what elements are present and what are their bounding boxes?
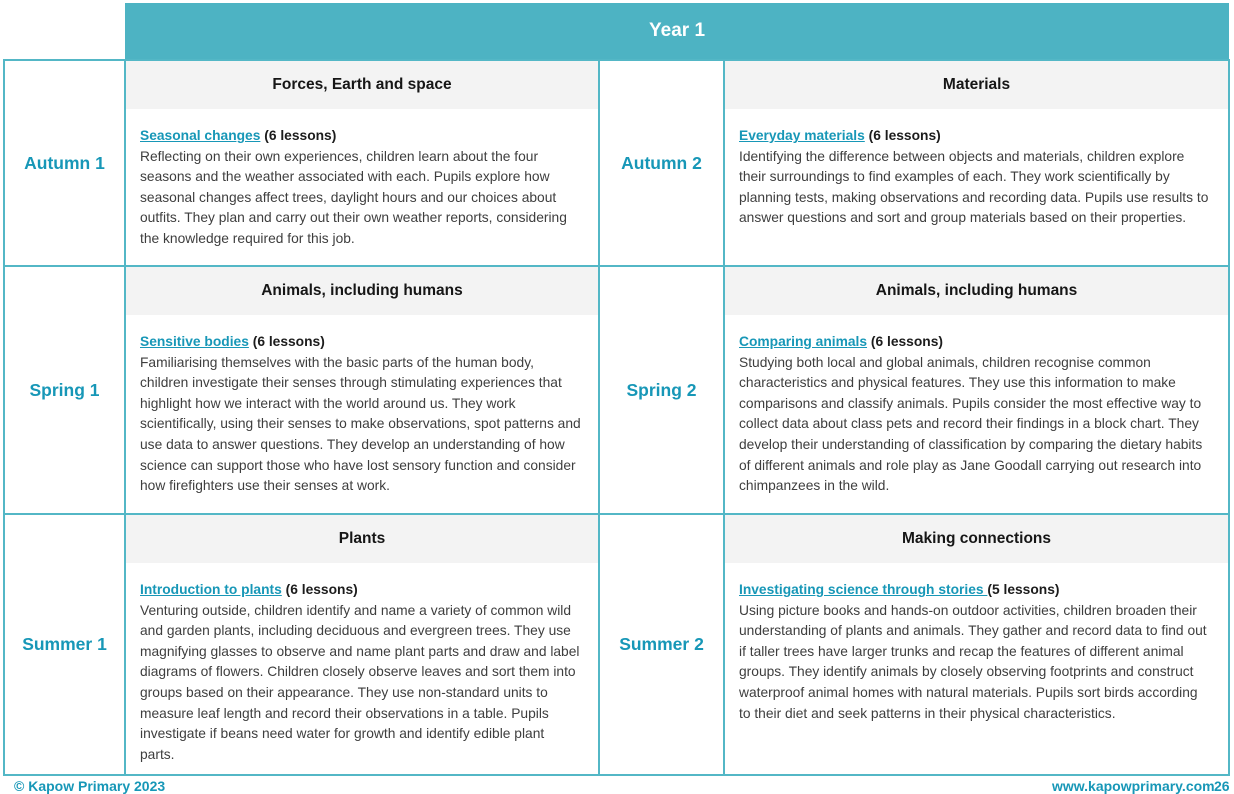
topic-header-making-connections: Making connections [725,515,1228,563]
unit-cell-autumn-2 [724,60,1229,266]
topic-header-animals-including-humans: Animals, including humans [126,267,598,315]
footer-copyright: © Kapow Primary 2023 [14,778,166,794]
corner-cell [4,3,125,60]
unit-cell-autumn-1 [125,60,599,266]
unit-description: Using picture books and hands-on outdoor activities, children broaden their understanding of plants and animals. They gather and record data to find out if taller trees have larger trunks and recap the features of different animal groups. They identify animals by closely observing footprints and construct waterproof animal homes with natural materials. Pupils sort birds according to their diet and seek patterns in their physical characteristics. [739,602,1207,721]
topic-header-materials: Materials [725,61,1228,109]
unit-description: Reflecting on their own experiences, children learn about the four seasons and the weather associated with each. Pupils explore how seasonal changes affect trees, daylight hours and our choices about outfits. They plan and carry out their own weather reports, considering the knowledge required for this job. [140,148,567,246]
year-banner: Year 1 [125,3,1229,60]
unit-link-comparing-animals[interactable]: Comparing animals [739,334,868,349]
unit-link-seasonal-changes[interactable]: Seasonal changes [140,128,261,143]
unit-cell-spring-2 [724,266,1229,514]
term-cell-spring-2: Spring 2 [599,266,724,514]
curriculum-table [3,3,1230,776]
lesson-count: (6 lessons) [281,582,358,597]
term-cell-summer-2: Summer 2 [599,514,724,775]
footer-website: www.kapowprimary.com [1052,778,1215,794]
unit-body [725,563,1228,724]
unit-body [725,315,1228,497]
unit-link-everyday-materials[interactable]: Everyday materials [739,128,865,143]
lesson-count: (6 lessons) [260,128,337,143]
topic-header-forces-earth-and-space: Forces, Earth and space [126,61,598,109]
unit-cell-summer-1 [125,514,599,775]
unit-body [126,109,598,250]
unit-description: Studying both local and global animals, children recognise common characteristics and physical features. They use this information to make comparisons and classify animals. Pupils consider the most effective way to collect data about class pets and record their findings in a block chart. They develop their understanding of classification by comparing the dietary habits of different animals and role play as Jane Goodall carrying out research into chimpanzees in the wild. [739,354,1203,494]
lesson-count: (6 lessons) [864,128,941,143]
term-cell-autumn-1: Autumn 1 [4,60,125,266]
unit-body [725,109,1228,229]
term-cell-spring-1: Spring 1 [4,266,125,514]
unit-cell-summer-2 [724,514,1229,775]
topic-header-plants: Plants [126,515,598,563]
unit-description: Venturing outside, children identify and name a variety of common wild and garden plants, including deciduous and evergreen trees. They use magnifying glasses to observe and name plant parts and draw and label diagrams of flowers. Children closely observe leaves and sort them into groups based on their appearance. They use non-standard units to measure leaf length and record their observations in a table. Pupils investigate if beans need water for growth and identify edible plant parts. [140,602,580,762]
unit-description: Familiarising themselves with the basic parts of the human body, children investigate their senses through stimulating experiences that highlight how we interact with the world around us. They work scientifically, using their senses to make observations, spot patterns and use data to answer questions. They develop an understanding of how science can support those who have lost sensory function and consider how firefighters use their senses at work. [140,354,581,494]
footer-page-number: 26 [1214,778,1230,794]
unit-body [126,563,598,765]
unit-body [126,315,598,497]
topic-header-animals-including-humans: Animals, including humans [725,267,1228,315]
lesson-count: (5 lessons) [987,582,1060,597]
unit-cell-spring-1 [125,266,599,514]
unit-description: Identifying the difference between objects and materials, children explore their surroundings to find examples of each. They work scientifically by planning tests, making observations and recording data. Pupils use results to answer questions and sort and group materials based on their properties. [739,148,1209,226]
term-cell-summer-1: Summer 1 [4,514,125,775]
curriculum-sheet [3,3,1228,776]
unit-link-investigating-science-through-stories[interactable]: Investigating science through stories [739,582,988,597]
unit-link-introduction-to-plants[interactable]: Introduction to plants [140,582,282,597]
unit-link-sensitive-bodies[interactable]: Sensitive bodies [140,334,249,349]
lesson-count: (6 lessons) [248,334,325,349]
lesson-count: (6 lessons) [867,334,943,349]
term-cell-autumn-2: Autumn 2 [599,60,724,266]
